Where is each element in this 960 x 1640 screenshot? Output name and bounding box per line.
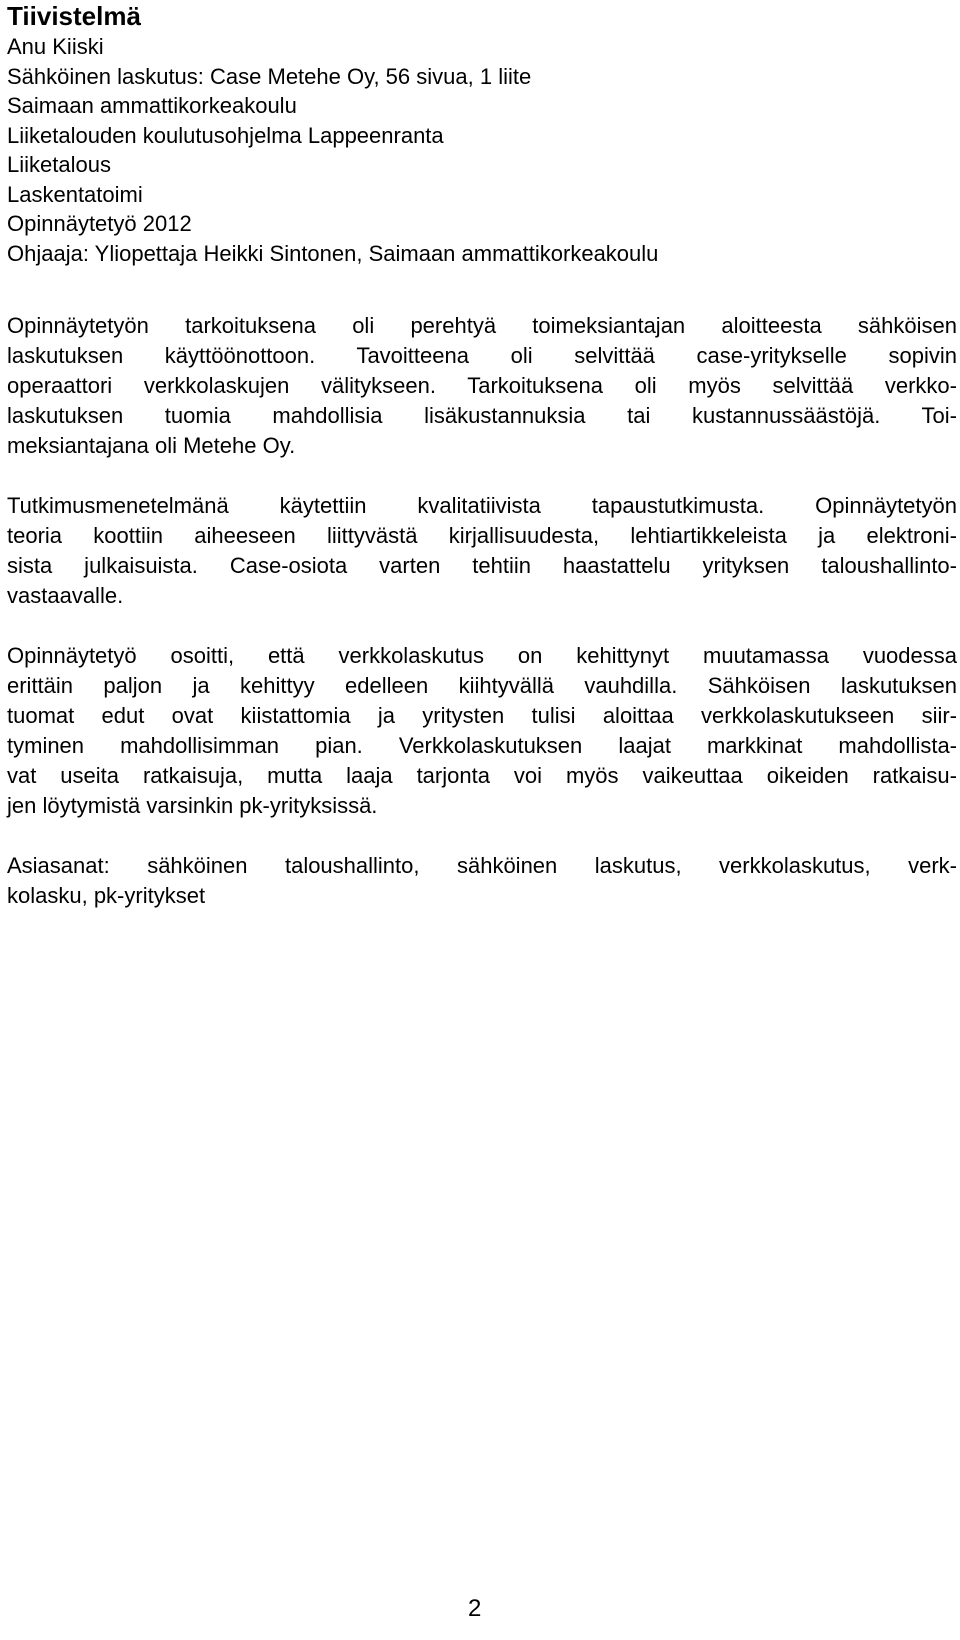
thesis-year: Opinnäytetyö 2012	[7, 211, 192, 236]
text-line: jen löytymistä varsinkin pk-yrityksissä.	[7, 793, 378, 818]
author: Anu Kiiski	[7, 34, 104, 59]
text-line: Asiasanat: sähköinen taloushallinto, sähköinen laskutus, verkkolaskutus, verk-	[7, 853, 957, 878]
field-of-study: Liiketalous	[7, 152, 111, 177]
text-line: Opinnäytetyön tarkoituksena oli perehtyä toimeksiantajan aloitteesta sähköisen	[7, 313, 957, 338]
thesis-meta	[7, 32, 957, 268]
text-line: vastaavalle.	[7, 583, 124, 608]
text-line: teoria koottiin aiheeseen liittyvästä kirjallisuudesta, lehtiartikkeleista ja elektroni-	[7, 523, 957, 548]
text-line: kolasku, pk-yritykset	[7, 883, 206, 908]
abstract-paragraph-results	[7, 641, 957, 821]
institution: Saimaan ammattikorkeakoulu	[7, 93, 297, 118]
thesis-title-line: Sähköinen laskutus: Case Metehe Oy, 56 sivua, 1 liite	[7, 63, 532, 89]
text-line: laskutuksen tuomia mahdollisia lisäkustannuksia tai kustannussäästöjä. Toi-	[7, 403, 957, 428]
text-line: laskutuksen käyttöönottoon. Tavoitteena oli selvittää case-yritykselle sopivin	[7, 343, 957, 368]
abstract-keywords	[7, 851, 957, 911]
supervisor: Ohjaaja: Yliopettaja Heikki Sintonen, Saimaan ammattikorkeakoulu	[7, 240, 659, 266]
document-page	[7, 0, 957, 911]
text-line: Opinnäytetyö osoitti, että verkkolaskutus on kehittynyt muutamassa vuodessa	[7, 643, 957, 668]
text-line: meksiantajana oli Metehe Oy.	[7, 433, 296, 458]
page-title: Tiivistelmä	[7, 1, 141, 31]
text-line: sista julkaisuista. Case-osiota varten tehtiin haastattelu yrityksen taloushallinto-	[7, 553, 957, 578]
specialisation: Laskentatoimi	[7, 181, 143, 207]
text-line: tyminen mahdollisimman pian. Verkkolaskutuksen laajat markkinat mahdollista-	[7, 733, 957, 758]
page-number: 2	[468, 1595, 482, 1622]
text-line: vat useita ratkaisuja, mutta laaja tarjonta voi myös vaikeuttaa oikeiden ratkaisu-	[7, 763, 957, 788]
text-line: operaattori verkkolaskujen välitykseen. Tarkoituksena oli myös selvittää verkko-	[7, 373, 957, 398]
abstract-paragraph-method	[7, 491, 957, 611]
text-line: tuomat edut ovat kiistattomia ja yritysten tulisi aloittaa verkkolaskutukseen siir-	[7, 703, 957, 728]
degree-programme: Liiketalouden koulutusohjelma Lappeenranta	[7, 122, 444, 148]
abstract-paragraph-purpose	[7, 311, 957, 461]
text-line: erittäin paljon ja kehittyy edelleen kiihtyvällä vauhdilla. Sähköisen laskutuksen	[7, 673, 957, 698]
text-line: Tutkimusmenetelmänä käytettiin kvalitatiivista tapaustutkimusta. Opinnäytetyön	[7, 493, 957, 518]
